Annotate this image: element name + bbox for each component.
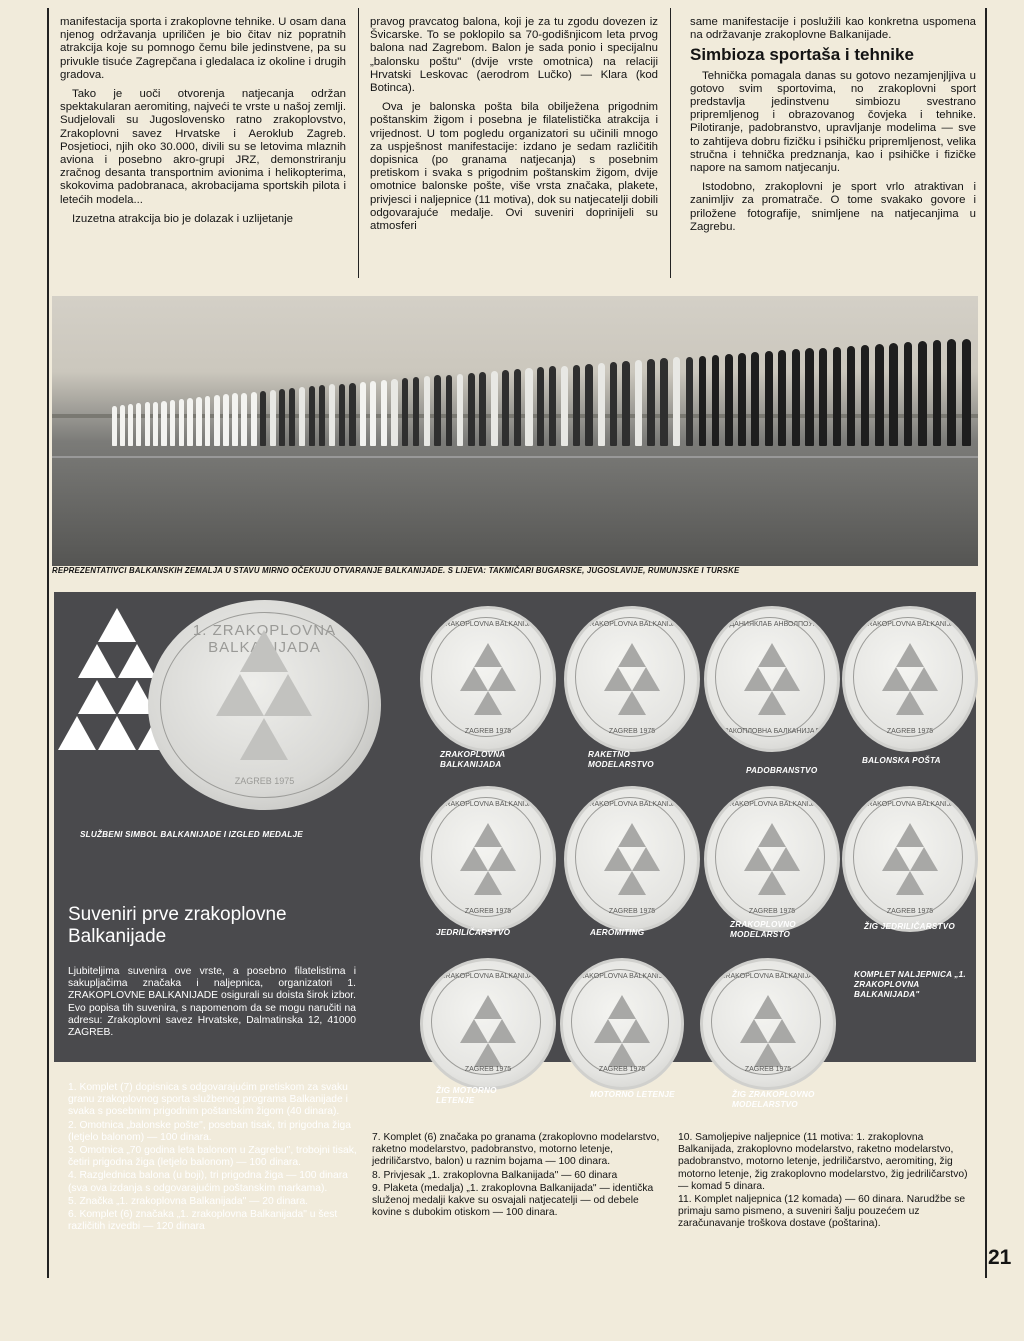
lineup-person — [196, 397, 202, 446]
medal-11 — [700, 958, 836, 1090]
medal-foot-text: ZAGREB 1975 — [608, 728, 656, 735]
lineup-person — [153, 402, 158, 447]
medal-label: ZRAKOPLOVNO MODELARSTO — [730, 920, 796, 939]
lineup-person — [537, 367, 544, 446]
lineup-person — [904, 342, 913, 446]
lineup-person — [360, 382, 366, 446]
medal-3 — [704, 606, 840, 752]
souvenir-intro: Ljubiteljima suvenira ove vrste, a posebno filatelistima i sakupljačima značaka i naljepnica, organizatori 1. ZRAKOPLOVNE BALKANIJADE osigurali su doista širok izbor. Evo popisa tih suvenira, s napomenom da se mogu naručiti na adresu: Zrakoplovni savez Hrvatske, Dalmatinska 12, 41000 ZAGREB. — [68, 966, 356, 1039]
lineup-person — [128, 404, 133, 446]
text-column-1 — [60, 16, 346, 232]
medal-ring-text: 1. ZRAKOPLOVNA BALKANIJADA — [433, 973, 543, 980]
list-item: 6. Komplet (6) značaka „1. zrakoplovna Balkanijada" u šest različitih izvedbi — 120 dinara — [68, 1209, 338, 1233]
lineup-person — [889, 343, 898, 446]
medal-foot-text: ЗРАКОПЛОВНА БАЛКАНИЈАДА — [719, 728, 825, 735]
col2-paragraph-1: pravog pravcatog balona, koji je za tu zgodu dovezen iz Švicarske. To se poklopilo sa 70-godišnjicom leta prvog balona nad Zagrebom. Balon je sada ponio i specijalnu „balonsku poštu" (dvije vrste omotnica) na relaciji Hrvatski Leskovac (aerodrom Lučko) — Klara (kod Botinca). — [370, 16, 658, 95]
lineup-person — [381, 380, 387, 446]
list-item: 10. Samoljepive naljepnice (11 motiva: 1. zrakoplovna Balkanijada, zrakoplovno modelarstvo, raketno modelarstvo, padobranstvo, motorno letenje, jedriličarstvo, aeromiting, žig motorno letenje, žig zrakoplovno modelarstvo, žig jedriličarstvo) — komad 5 dinara. — [678, 1132, 968, 1192]
lineup-person — [660, 358, 668, 446]
medal-label: ŽIG MOTORNO LETENJE — [436, 1086, 497, 1105]
souvenir-list-right — [678, 1132, 976, 1232]
medal-9 — [420, 958, 556, 1090]
col1-paragraph-3: Izuzetna atrakcija bio je dolazak i uzlijetanje — [72, 212, 293, 225]
lineup-person — [514, 369, 521, 446]
lineup-person — [833, 347, 841, 446]
lineup-person — [468, 373, 475, 446]
lineup-person — [502, 370, 509, 446]
text-column-3 — [690, 16, 976, 240]
medal-label: AEROMITING — [590, 928, 645, 937]
lineup-person — [933, 340, 942, 446]
symbol-caption: SLUŽBENI SIMBOL BALKANIJADE I IZGLED MEDALJE — [80, 830, 303, 839]
medal-label: RAKETNO MODELARSTVO — [588, 750, 654, 769]
lineup-person — [329, 384, 335, 446]
medal-foot-text: ZAGREB 1975 — [464, 1066, 512, 1073]
medal-foot-text: ZAGREB 1975 — [598, 1066, 646, 1073]
list-item: 1. Komplet (7) dopisnica s odgovarajućim pretiskom za svaku granu zrakoplovnog sporta službenog programa Balkanijade i svaka s posebnim prigodnim poštanskim žigom (40 dinara). — [68, 1082, 348, 1118]
lineup-person — [847, 346, 855, 446]
lineup-person — [413, 377, 420, 446]
lineup-person — [778, 350, 786, 446]
medal-1 — [420, 606, 556, 752]
medal-label: PADOBRANSTVO — [746, 766, 818, 775]
list-item: 5. Značka „1. zrakoplovna Balkanijada" — 20 dinara. — [68, 1195, 309, 1207]
big-medal-foot: ZAGREB 1975 — [234, 776, 295, 786]
list-item: 9. Plaketa (medalja) „1. zrakoplovna Balkanijada" — identička služenoj medalji kakve su osvajali natjecatelji — od debele kovine s dubokim otiskom — 100 dinara. — [372, 1182, 654, 1219]
lineup-person — [270, 390, 276, 446]
lineup-person — [947, 339, 956, 446]
lineup-person — [622, 361, 630, 446]
medal-4 — [842, 606, 978, 752]
lineup-person — [699, 356, 707, 446]
medal-foot-text: ZAGREB 1975 — [886, 728, 934, 735]
medal-label: KOMPLET NALJEPNICA „1. ZRAKOPLOVNA BALKANIJADA" — [854, 970, 966, 999]
list-item: 8. Privjesak „1. zrakoplovna Balkanijada" — 60 dinara — [372, 1169, 618, 1181]
lineup-person — [457, 374, 464, 446]
medal-10 — [560, 958, 684, 1090]
medal-ring-text: 1. ZRAKOPLOVNA BALKANIJADA — [433, 801, 543, 808]
medal-label: BALONSKA POŠTA — [862, 756, 941, 765]
column-rule-2 — [670, 8, 671, 278]
medal-2 — [564, 606, 700, 752]
lineup-person — [434, 375, 441, 446]
lineup-person — [232, 393, 238, 446]
col3-paragraph-3: Istodobno, zrakoplovni je sport vrlo atraktivan i zanimljiv za promatrače. O tome svakako govore i priložene fotografije, snimljene na natjecanjima u Zagrebu. — [690, 181, 976, 233]
symbol-triangle — [78, 644, 116, 678]
team-lineup-photo — [52, 296, 978, 566]
page-number: 21 — [988, 1246, 1024, 1278]
lineup-person — [765, 351, 773, 446]
lineup-person — [712, 355, 720, 446]
medal-ring-text: 1. ZRAKOPLOVNA BALKANIJADA — [713, 973, 823, 980]
medal-label: JEDRILIČARSTVO — [436, 928, 511, 937]
souvenir-title-line-2: Balkanijade — [68, 926, 167, 947]
medal-label: ŽIG ZRAKOPLOVNO MODELARSTVO — [732, 1090, 815, 1109]
symbol-triangle — [98, 716, 136, 750]
medal-ring-text: 1. ZRAKOPLOVNA BALKANIJADA — [577, 801, 687, 808]
lineup-person — [279, 389, 285, 446]
lineup-person — [145, 402, 150, 446]
lineup-person — [299, 387, 305, 446]
lineup-person — [875, 344, 883, 446]
medal-ring-text: 1. ZRAKOPLOVNA BALKANIJADA — [577, 621, 687, 628]
souvenir-title-line-1: Suveniri prve zrakoplovne — [68, 904, 287, 925]
lineup-person — [918, 341, 927, 446]
big-medal-ring-text: 1. ZRAKOPLOVNA BALKANIJADA — [192, 622, 337, 656]
symbol-triangle — [58, 716, 96, 750]
left-column-rule — [47, 8, 49, 1278]
official-medal — [148, 600, 381, 810]
lineup-person — [525, 368, 532, 446]
lineup-person — [319, 385, 325, 446]
lineup-person — [725, 354, 733, 446]
lineup-person — [260, 391, 266, 446]
souvenir-list-middle — [372, 1132, 666, 1220]
lineup-person — [805, 348, 813, 446]
column-rule-1 — [358, 8, 359, 278]
lineup-person — [223, 394, 229, 446]
lineup-person — [309, 386, 315, 446]
lineup-person — [647, 359, 655, 446]
list-item: 11. Komplet naljepnica (12 komada) — 60 dinara. Narudžbe se primaju samo pismeno, a suveniri šalju pouzećem uz zaračunavanje troškova dostave (poštarina). — [678, 1194, 966, 1230]
medal-ring-text: 1. ZRAKOPLOVNA BALKANIJADA — [855, 801, 965, 808]
right-column-rule — [985, 8, 987, 1278]
lineup-person — [179, 399, 184, 446]
col1-paragraph-1: manifestacija sporta i zrakoplovne tehnike. U osam dana njenog održavanja upriličen je bio čitav niz popratnih atrakcija koje su pomnogo čemu bile jedinstvene, pa su privukle tisuće Zagrepčana i gledalaca iz okoline i drugih gradova. — [60, 16, 346, 81]
lineup-person — [289, 388, 295, 446]
lineup-person — [610, 362, 617, 446]
lineup-person — [241, 393, 247, 447]
lineup-person — [751, 352, 759, 446]
medal-foot-text: ZAGREB 1975 — [464, 728, 512, 735]
lineup-person — [349, 383, 355, 446]
medal-foot-text: ZAGREB 1975 — [608, 908, 656, 915]
list-item: 4. Razglednica balona (u boji), tri prigodna žiga — 100 dinara (sva ova izdanja s odgovarajućim poštanskim markama). — [68, 1170, 348, 1194]
lineup-person — [446, 375, 453, 447]
col2-paragraph-2: Ova je balonska pošta bila obilježena prigodnim poštanskim žigom i posebna je filatelistička atrakcija i vrijednost. U tom pogledu organizatori su učinili mnogo za uspješnost manifestacije: izdano je sedam različitih dopisnica (po granama natjecanja) s posebnim pretiskom i svaka s prigodnim poštanskim žigom, dvije omotnice balonske pošte, više vrsta značaka, plakete, privjesci i naljepnice (11 motiva), dok su natjecatelji dobili odgovarajuće medalje. Ovi suveniri doprinijeli su atmosferi — [370, 101, 658, 233]
medal-label: MOTORNO LETENJE — [590, 1090, 675, 1099]
lineup-person — [424, 376, 431, 446]
list-item: 7. Komplet (6) značaka po granama (zrakoplovno modelarstvo, raketno modelarstvo, padobranstvo, motorno letenje, jedriličarstvo, balon) u raznim bojama — 100 dinara. — [372, 1132, 660, 1168]
lineup-person — [251, 392, 257, 446]
lineup-person — [549, 366, 556, 446]
photo-runway-line — [52, 456, 978, 458]
col1-paragraph-2: Tako je uoči otvorenja natjecanja održan spektakularan aeromiting, najveći te vrste u našoj zemlji. Sudjelovali su Jugoslovensko ratno zrakoplovstvo, Zrakoplovni savez Hrvatske i Aeroklub Zagreb. Posjetioci, njih oko 30.000, divili su se letovima mlaznih aviona i posebno akro-grupi JRZ, demonstriranju zračnog desanta transportnim avionima i helikopterima, skokovima padobranaca, akrobacijama sportskih pilota i letećih modela... — [60, 88, 346, 206]
lineup-person — [170, 400, 175, 446]
lineup-person — [585, 364, 592, 446]
medal-ring-text: 1. ZRAKOPLOVNA BALKANIJADA — [855, 621, 965, 628]
col3-paragraph-1: same manifestacije i poslužili kao konkretna uspomena na održavanje zrakoplovne Balkanijade. — [690, 16, 976, 42]
medal-foot-text: ZAGREB 1975 — [744, 1066, 792, 1073]
lineup-person — [962, 339, 971, 447]
lineup-person — [120, 405, 125, 446]
medal-label: ZRAKOPLOVNA BALKANIJADA — [440, 750, 506, 769]
medal-7 — [704, 786, 840, 932]
lineup-person — [573, 365, 580, 446]
symbol-triangle — [98, 608, 136, 642]
medal-ring-text: 1. ZRAKOPLOVNA BALKANIJADA — [567, 973, 677, 980]
list-item: 2. Omotnica „balonske pošte", poseban tisak, tri prigodna žiga (letjelo balonom) — 100 dinara. — [68, 1119, 351, 1143]
medal-ring-text: 1. ZRAKOPLOVNA BALKANIJADA — [433, 621, 543, 628]
lineup-person — [161, 401, 166, 446]
lineup-person — [112, 406, 117, 446]
photo-caption: REPREZENTATIVCI BALKANSKIH ZEMALJA U STAVU MIRNO OČEKUJU OTVARANJE BALKANIJADE. S LIJEVA: TAKMIČARI BUGARSKE, JUGOSLAVIJE, RUMUNJSKE I TURSKE — [52, 566, 740, 575]
lineup-person — [491, 371, 498, 446]
medal-foot-text: ZAGREB 1975 — [886, 908, 934, 915]
lineup-person — [136, 403, 141, 446]
lineup-person — [861, 345, 869, 446]
lineup-person — [479, 372, 486, 446]
lineup-person — [686, 357, 694, 447]
lineup-person — [738, 353, 746, 446]
medal-ring-text: АЖДАНИЯКЛАБ АНВОЛПОУКАЗ — [718, 621, 826, 628]
souvenir-title — [68, 904, 287, 948]
medal-8 — [842, 786, 978, 932]
lineup-person — [205, 396, 211, 446]
lineup-person — [214, 395, 220, 446]
text-column-2 — [370, 16, 658, 239]
medal-5 — [420, 786, 556, 932]
lineup-person — [187, 398, 192, 446]
medal-foot-text: ZAGREB 1975 — [464, 908, 512, 915]
lineup-person — [561, 366, 568, 447]
lineup-person — [673, 357, 681, 446]
lineup-person — [402, 378, 409, 446]
medal-ring-text: 1. ZRAKOPLOVNA BALKANIJADA — [717, 801, 827, 808]
section-heading: Simbioza sportaša i tehnike — [690, 45, 914, 65]
lineup-person — [635, 360, 643, 446]
lineup-person — [819, 348, 827, 447]
col3-paragraph-2: Tehnička pomagala danas su gotovo nezamjenjljiva u gotovo svim sportovima, no zrakoplovni sport predstavlja jedinstvenu simbiozu svestrano pripremljenog i obrazovanog čovjeka i tehnike. Pilotiranje, padobranstvo, upravljanje modelima — sve to zahtijeva dobru fizičku i psihičku pripremljenost, velika stručna i tehnička predznanja, kao i psihičke i fizičke napore na samom natjecanju. — [690, 69, 976, 175]
lineup-person — [391, 379, 398, 446]
medal-foot-text: ZAGREB 1975 — [748, 908, 796, 915]
symbol-triangle — [78, 680, 116, 714]
lineup-person — [598, 363, 605, 446]
lineup-person — [339, 384, 345, 447]
lineup-person — [370, 381, 376, 446]
medal-6 — [564, 786, 700, 932]
medal-label: ŽIG JEDRILIČARSTVO — [864, 922, 955, 931]
lineup-person — [792, 349, 800, 446]
souvenir-list-left — [68, 1082, 358, 1234]
list-item: 3. Omotnica „70 godina leta balonom u Zagrebu", trobojni tisak, četiri prigodna žiga (letjelo balonom) — 100 dinara. — [68, 1145, 357, 1169]
